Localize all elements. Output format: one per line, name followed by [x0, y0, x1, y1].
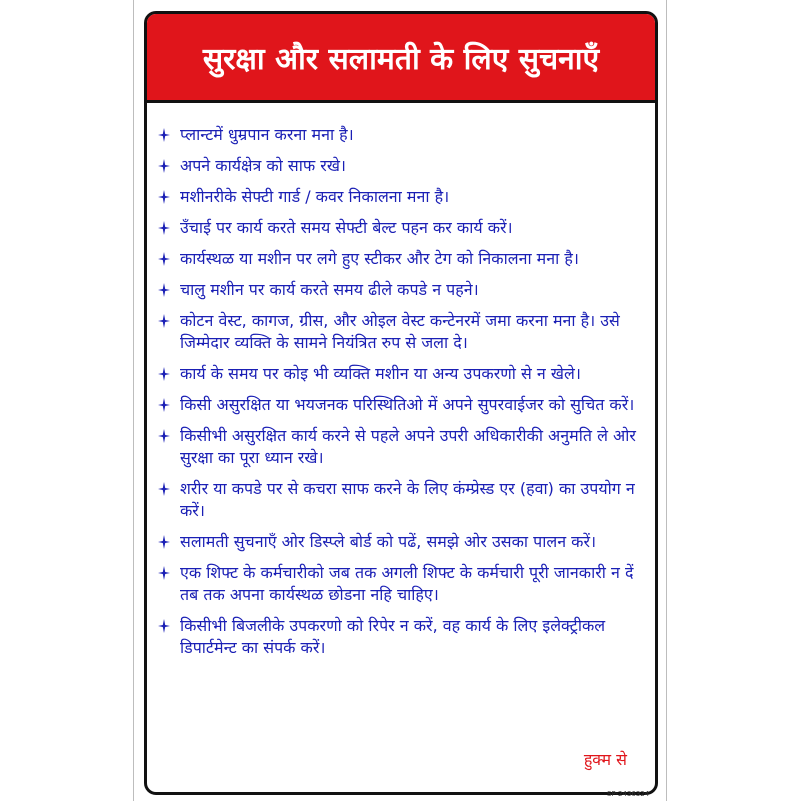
star-bullet-icon: [157, 396, 171, 414]
rule-text: कार्यस्थळ या मशीन पर लगे हुए स्टीकर और टेग को निकालना मना है।: [180, 249, 579, 268]
star-bullet-icon: [157, 480, 171, 498]
star-bullet-icon: [157, 365, 171, 383]
star-bullet-icon: [157, 188, 171, 206]
rule-text: एक शिफ्ट के कर्मचारीको जब तक अगली शिफ्ट के कर्मचारी पूरी जानकारी न दें तब तक अपना कार्यस्थळ छोडना नहि चाहिए।: [180, 563, 634, 604]
rule-text: प्लान्टमें धुम्रपान करना मना है।: [180, 125, 354, 144]
rule-text: किसीभी असुरक्षित कार्य करने से पहले अपने उपरी अधिकारीकी अनुमति ले ओर सुरक्षा का पूरा ध्यान रखे।: [180, 426, 636, 467]
rule-item: [157, 155, 637, 177]
star-bullet-icon: [157, 617, 171, 635]
star-bullet-icon: [157, 126, 171, 144]
star-bullet-icon: [157, 427, 171, 445]
rule-text: कार्य के समय पर कोइ भी व्यक्ति मशीन या अन्य उपकरणो से न खेले।: [180, 364, 581, 383]
rule-text: किसी असुरक्षित या भयजनक परिस्थितिओ में अपने सुपरवाईजर को सुचित करें।: [180, 395, 635, 414]
rule-item: [157, 531, 637, 553]
rule-item: [157, 124, 637, 146]
star-bullet-icon: [157, 312, 171, 330]
rules-list: [157, 124, 637, 668]
rule-text: अपने कार्यक्षेत्र को साफ रखे।: [180, 156, 346, 175]
rule-item: [157, 562, 637, 606]
rule-text: चालु मशीन पर कार्य करते समय ढीले कपडे न पहने।: [180, 280, 479, 299]
sign-title: सुरक्षा और सलामती के लिए सुचनाएँ: [202, 41, 600, 77]
rule-item: [157, 248, 637, 270]
star-bullet-icon: [157, 157, 171, 175]
rule-item: [157, 186, 637, 208]
left-guide-line: [133, 0, 134, 801]
rule-item: [157, 217, 637, 239]
star-bullet-icon: [157, 564, 171, 582]
rule-item: [157, 478, 637, 522]
rule-text: सलामती सुचनाएँ ओर डिस्प्ले बोर्ड को पढें, समझे ओर उसका पालन करें।: [180, 532, 597, 551]
star-bullet-icon: [157, 533, 171, 551]
rule-item: [157, 310, 637, 354]
star-bullet-icon: [157, 250, 171, 268]
rule-item: [157, 425, 637, 469]
rule-item: [157, 363, 637, 385]
rule-text: शरीर या कपडे पर से कचरा साफ करने के लिए कंम्प्रेस्ड एर (हवा) का उपयोग न करें।: [180, 479, 635, 520]
rule-text: कोटन वेस्ट, कागज, ग्रीस, और ओइल वेस्ट कन्टेनरमें जमा करना मना है। उसे जिम्मेदार व्यक्ति के सामने नियंत्रित रुप से जला दे।: [180, 311, 620, 352]
star-bullet-icon: [157, 281, 171, 299]
right-guide-line: [666, 0, 667, 801]
rule-item: [157, 615, 637, 659]
rule-text: मशीनरीके सेफ्टी गार्ड / कवर निकालना मना है।: [180, 187, 450, 206]
star-bullet-icon: [157, 219, 171, 237]
rule-text: उँचाई पर कार्य करते समय सेफ्टी बेल्ट पहन कर कार्य करें।: [180, 218, 513, 237]
signature-text: हुक्म से: [583, 750, 627, 769]
safety-sign-board: [144, 11, 658, 795]
rule-item: [157, 394, 637, 416]
rule-text: किसीभी बिजलीके उपकरणो को रिपेर न करें, वह कार्य के लिए इलेक्ट्रीकल डिपार्टमेन्ट का संपर्क करें।: [180, 616, 606, 657]
product-code: SP-2436324: [607, 790, 650, 798]
sign-header: [147, 14, 655, 103]
rule-item: [157, 279, 637, 301]
